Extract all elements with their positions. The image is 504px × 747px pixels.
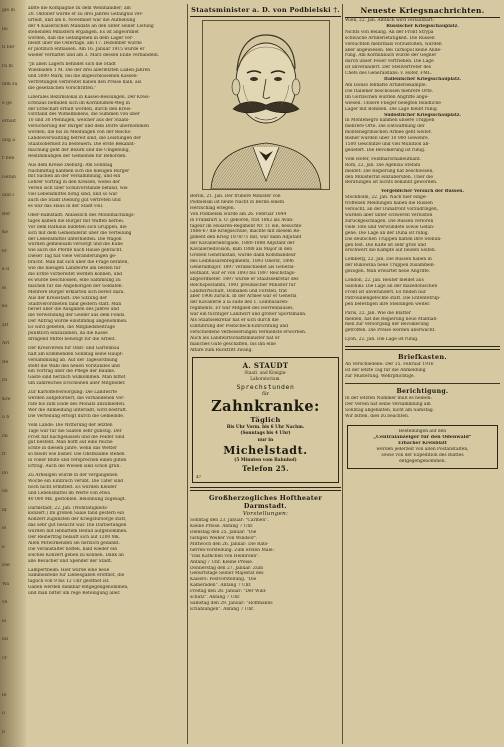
text-line: Dienstag den 25. Januar: "Die (190, 530, 257, 536)
dentist-advertisement (192, 357, 339, 483)
text-line: Aus dem Kreise Dieburg: Am Sonntag (28, 162, 113, 168)
text-line: ist unverändert. Der Stellvertreter des (345, 65, 432, 71)
text-line: Front ist unverändert. Es finden nur (345, 289, 426, 295)
war-news-heading: Neueste Kriegsnachrichten. (345, 6, 500, 18)
text-line: gezogen. Man erwartet neue Angriffe. (345, 269, 431, 275)
column-middle (190, 6, 341, 613)
text-line: wieder verhaftet und am 3. März dessen Ende verhandeln. (28, 53, 160, 59)
text-line: Paris, 22. Jan. Wie die Blätter (345, 310, 411, 316)
text-line: tageur im Husaren-Regiment Nr. 11 ein, besuchte (190, 223, 302, 229)
bestell-paper-name: „Centralanzeiger für den Odenwald“ (373, 435, 472, 441)
edge-text-fragment: fe (2, 692, 7, 698)
edge-text-fragment: Die (2, 563, 10, 568)
text-line: Landwirtschaft, Domänen und Forsten, trat (190, 288, 288, 294)
text-line: rung. Am Korminbach wurde der Gegner (345, 53, 437, 59)
text-line: Vom Höfer, Feldmarschalleutnant. (345, 156, 422, 162)
text-line: Sammelstelle für Liebesgaben eröffnet, die (28, 573, 125, 579)
text-line: die Verwendung der Gelder aus dem Fonds. (28, 313, 126, 319)
text-line: so bleibt wie bisher. Die Obstbäume stehen (28, 452, 125, 458)
text-line: getroffen. Die Preise werden überwacht. (345, 328, 436, 334)
text-line: solches Konzert geben zu können. Dank an (28, 552, 124, 558)
text-line: Generalmajor. 1897 verabschiedet als General- (190, 264, 295, 270)
text-line: Bisher wurden über 10 000 Gewehre, (345, 136, 429, 142)
text-line: Auch als Landwirtschaftsminister hat er (190, 335, 280, 341)
section-divider (190, 487, 341, 491)
text-line: Saloniki: Die Lage an der mazedonischen (345, 283, 438, 289)
text-line: troffenen Meldungen haben die Russen (345, 201, 433, 207)
text-line: Als Staatssekretär hat er sich durch die (190, 318, 279, 324)
text-line: Staatsoberkeit zu besteuern. Die erste Bekannt- (28, 141, 136, 147)
edge-text-fragment: Wa (2, 581, 10, 587)
text-line: Wiesbaden 1 M. Die der drei allerletzten Laden-Jahren (28, 68, 151, 74)
text-line: der 4 Kaiserlichen Mandate an den unter seiner Leitung (28, 23, 154, 29)
text-line: Allen Mitwirkenden sei herzlich gedankt. (28, 540, 120, 546)
text-line: Geburtstage Seiner Majestät des (190, 571, 264, 577)
text-line: Rom, 22. Jan. Die Agenzia Stefani (345, 162, 421, 168)
ad-number: 47 (196, 474, 202, 480)
text-line: mit Sachen an der Versammlung, und ein (28, 174, 121, 180)
text-line: 10 und 30 Pfennigen, welcher aus der Staats- (28, 118, 130, 124)
text-line: Die Italiener beschossen mehrere Orte. (345, 88, 434, 94)
text-line: Erbhaus befinden sich im Kornblumen-Weg in (28, 100, 130, 106)
text-line: viele Tote und Verwundete sowie Gefan- (345, 224, 435, 230)
text-line: es war das Haus in der Stadt voll. (28, 204, 104, 209)
text-line: Erzählungen". Anfang 7 Uhr. (190, 606, 255, 612)
text-line: machen für die Angehörigen der Soldaten. (28, 283, 124, 289)
text-line: Italienischer Kriegsschauplatz. (383, 77, 462, 83)
text-line: ist der letzte Tag für die Anmeldung (345, 368, 426, 374)
section-divider (345, 383, 500, 384)
text-line: wie auch die Pferde nach Hause gebracht. (28, 248, 123, 254)
text-line: vorstand des Wilhelminens, die Summen von über (28, 112, 140, 118)
text-line: manches Gute geschaffen, bis ihn eine (190, 341, 276, 347)
edge-text-fragment: Di (2, 378, 8, 383)
text-line: Gaben werden dankbar entgegengenommen, (28, 585, 129, 591)
text-line: in Frankfurt a. O. geboren, trat 1862 als Avan- (190, 217, 294, 223)
portrait-engraving (202, 20, 330, 190)
ad-hours: Bis Uhr Vorm. bis 6 Uhr Nachm. (226, 425, 305, 431)
text-line: An Verschiedene: Der 15. Februar 1916 (345, 362, 434, 368)
text-line: noch nicht ermittelt. Es wurden Kleider (28, 484, 117, 490)
text-line: Frost hat nachgelassen und die Felder sind (28, 434, 125, 440)
text-line: geliefert. Die Bevölkerung ist ruhig. (345, 147, 426, 153)
edge-text-fragment: u (2, 711, 5, 716)
edge-text-fragment: Gefan (2, 174, 16, 180)
text-line: Darmstadt, 22. Jan. (Wohltätigkeits- (28, 505, 109, 511)
text-line: mehrere Orte. Die Entwaffnung der (345, 124, 425, 130)
column-rule (187, 4, 188, 744)
edge-text-fragment: er (2, 248, 7, 254)
text-line: sich mit dem Gemeinderat über die Verteilung (28, 230, 132, 236)
edge-text-fragment: Ber (2, 211, 11, 217)
text-line: lustigen Weiber von Windsor". (190, 536, 258, 541)
text-line: Der Antrag wurde einstimmig angenommen. (28, 319, 128, 325)
edge-text-fragment: e d (2, 267, 10, 272)
text-line: viel Lebensmittel nötig sind, und so war (28, 192, 118, 198)
briefkasten-heading: Briefkasten. (397, 353, 448, 362)
bestell-line: Bestellungen auf den (398, 429, 447, 435)
text-line: und man bittet um rege Beteiligung aller. (28, 591, 121, 597)
ad-sprechstunden: Sprechstunden (236, 383, 295, 392)
edge-text-fragment: kö (2, 304, 8, 309)
text-line: wurden mit lebhaftem Beifall aufgenommen. (28, 529, 128, 535)
text-line: aber 1906 zurück. In der Armee war er General (190, 294, 297, 300)
edge-text-fragment: lei (2, 26, 8, 32)
text-line: Tage war für die Saaten sehr günstig. Der (28, 428, 122, 434)
text-line: Zu Arheilgen wurde in der vergangenen (28, 472, 118, 478)
text-line: Vertretungen verbreitet haben den Preise halb, als (28, 79, 142, 85)
berichtigung-heading: Berichtigung. (396, 387, 449, 395)
text-line: steht die Wahl des neuen Vorstandes und (28, 363, 120, 369)
text-line: bleibt über die Ostertage, am 17. Dezember wurde (28, 41, 142, 47)
text-line: versuchten mehrmals vorzustoßen, wurden (345, 41, 442, 47)
edge-text-fragment: nf (2, 507, 7, 513)
text-line: war ein tüchtiger Landwirt und großer Sportsmann. (190, 312, 307, 318)
text-line: worden, die bis zu Meldungen von der Reichs- (28, 130, 132, 136)
text-line: zur Musterung. Wehrpflichtige. (345, 373, 416, 379)
text-line: Vom Lande: Die Witterung der letzten (28, 422, 113, 428)
ad-telefon: Telefon 25. (242, 464, 289, 474)
edge-text-fragment: Art (2, 341, 10, 346)
bestell-line: sowie von der Expedition des Blattes (381, 453, 464, 459)
edge-text-fragment: aft (2, 322, 9, 328)
text-line: Großen Generalstab, wurde dann Kommandeur (190, 253, 296, 259)
text-line: und 5000 Mark, bei die abgeschlossenen Kassen- (28, 73, 139, 79)
text-line: Freitag den 28. Januar: "Der Wild- (190, 589, 267, 595)
text-line: verschiedene Verbesserungen Verdienste erworben. (190, 329, 307, 335)
text-line: Lemberg, 22. Jan. Die Russen haben in (345, 257, 432, 263)
ad-dentist-sub2: Laboratorium. (250, 376, 281, 382)
text-line: beriet über die Ausgaben des Jahres und (28, 307, 119, 313)
text-line: worden, daß die Gefangenen in dem Lager ver- (28, 35, 134, 41)
adjacent-page-edge (0, 0, 26, 747)
text-line: In der letzten Nummer muß es heißen: (345, 395, 432, 401)
text-line: Die Verteilung erfolgt durch die Gemeinde. (28, 413, 125, 419)
text-line: Ernte in diesem Jahre, wenn das Wetter (28, 446, 117, 452)
edge-text-fragment: e ge (2, 100, 12, 106)
edge-text-fragment: ft (2, 452, 6, 457)
text-line: der Erbschaft erfüllt worden, durch den Kreis- (28, 106, 132, 112)
text-line: 1866-67 die Kriegsschule, machte mit diesem Re- (190, 229, 301, 235)
text-line: "Jn allen Lagern befindet sich die Stadt (28, 62, 116, 68)
text-line: Lehrer Vortrag in den Kreisen, wobei der (28, 180, 120, 186)
edge-text-fragment: b (2, 729, 5, 735)
text-line: konzert.) Im großen Saale fand gestern ein (28, 511, 125, 517)
text-line: täglich von 9 bis 12 Uhr geöffnet ist. (28, 579, 110, 585)
ad-nur-in: nur in (257, 438, 274, 444)
text-line: um zahlreiches Erscheinen aller Mitglieder. (28, 381, 126, 387)
text-line: Kleine Preise. Anfang 7 Uhr. (190, 524, 254, 530)
text-line: Wir bitten, dies zu beachten. (345, 413, 410, 419)
bestell-line: entgegengenommen. (399, 459, 446, 464)
text-line: Stockholm, 22. Jan. Nach hier einge- (345, 195, 427, 201)
text-line: bracht. Man hat sich über die Frage beraten, (28, 260, 129, 266)
text-line: In Montenegro nahmen unsere Truppen (345, 118, 435, 124)
text-line: Mittwoch den 26. Januar: Die Rats- (190, 541, 269, 547)
text-line: Stadtverordneten fand gestern statt. Man (28, 301, 122, 307)
text-line: Beratungen ist nichts bekannt geworden. (345, 180, 438, 186)
text-line: gene. Die Lage an der Düna ist ruhig. (345, 230, 429, 236)
text-line: wurden gemeinsam versorgt und die Kühe (28, 242, 123, 248)
text-line: Lampertheim: Hier wurde eine neue (28, 567, 110, 573)
text-line: Anfang 7 Uhr. Kleine Preise. (190, 559, 254, 565)
text-line: Herzschlag erlegen. (190, 205, 235, 211)
text-line: versammlung ab. Auf der Tagesordnung (28, 357, 118, 363)
text-line: der Kavallerie à la suite des 1. Leibhusaren- (190, 300, 289, 306)
text-line: ein Vortrag über die Pflege der Bäume. (28, 369, 116, 375)
text-line: in voller Blüte und versprechen einen guten (28, 458, 127, 464)
text-line: pünktlich einzuzahlen, da die Kasse (28, 331, 108, 337)
text-line: Am Isonzo lebhafte Artilleriekämpfe. (345, 82, 428, 88)
ad-fuer: für (262, 392, 269, 398)
obituary-heading: Staatsminister a. D. von Podbielski †. (190, 6, 341, 17)
text-line: alle Besucher und Spender der Stadt. (28, 558, 112, 564)
text-line: Gäste sind herzlich willkommen. Man bittet (28, 375, 126, 381)
text-line: Der Kreisverein für Obst- und Gartenbau (28, 345, 120, 351)
text-line: schütz". Anfang 7 Uhr. (190, 595, 241, 601)
text-line: Liberales Bezirkslokal in Kassel-Bessungen. Der Kreis- (28, 94, 151, 100)
text-line: und Lebensmittel im Werte von etwa (28, 490, 111, 496)
text-line: des Leibhusarenregiments, 1893 Oberst, 1896 (190, 258, 294, 264)
edge-text-fragment: Kre (2, 396, 11, 402)
edge-text-fragment: ie (2, 526, 7, 531)
text-line: Donnerstag den 27. Januar: Zum (190, 565, 264, 571)
text-line: zurückgeschlagen. Die Russen verloren (345, 218, 434, 224)
edge-text-fragment: gie in (2, 8, 16, 13)
text-line: Russischer Kriegsschauplatz. (386, 23, 459, 29)
text-line: regiments. Er war Mitglied des Herrenhauses, (190, 306, 294, 312)
text-line: herren-Vorstellung. Zum ersten Male: (190, 547, 274, 553)
text-line: räte bis zum Ende des Monats anzumelden. (28, 402, 126, 407)
text-line: wurden aber unter schweren Verlusten (345, 213, 433, 218)
text-line: Chefs des Generalstabs: v. Höfer, FML. (345, 71, 433, 77)
text-line: Aus der Kreisstadt: Die Sitzung der (28, 295, 108, 301)
text-line: den Ministerrat einzuberufen. Über die (345, 174, 433, 180)
text-line: Kameraden". Anfang 7 Uhr. (190, 583, 252, 589)
text-line: dringend Mittel benötigt für die Arbeit. (28, 336, 116, 342)
text-line: Es wird gebeten, die Mitgliedsbeiträge (28, 325, 115, 331)
text-line: Konzert zugunsten der Kriegsfürsorge statt, (28, 517, 127, 523)
text-line: montenegrinischen Armee geht weiter. (345, 130, 432, 136)
text-line: Mehrere Bürger erklärten sich bereit dazu. (28, 289, 125, 295)
text-line: tages kamen die Bürger mit Waffen herbei. (28, 218, 125, 224)
section-divider (345, 346, 500, 350)
text-line: Sonntag den 23. Januar: "Carmen". (190, 518, 269, 524)
text-line: stehenden Ministern ergangen. Es ist angeordnet (28, 29, 139, 35)
edge-text-fragment: ti ber (2, 45, 15, 50)
text-line: urteilt, und am 6. November war die Aufhebung (28, 17, 136, 23)
text-line: die gesetzlichen Vorschriften." (28, 85, 97, 91)
text-line: Nachmittag nahmen sich die hiesigen Bürger (28, 168, 130, 174)
edge-text-fragment: ei (2, 285, 7, 291)
text-line: er plötzlich entlassen. Am 16. Januar 1915 wurde er (28, 47, 145, 53)
text-line: auch die Stadt Dieburg gut vertreten und (28, 198, 121, 204)
ad-taeglich: Täglich (250, 416, 281, 425)
column-left (28, 6, 186, 597)
bestell-kreisblatt: Erbacher Kreisblatt (398, 441, 447, 447)
text-line: werden aufgefordert, die vorhandenen Vor- (28, 396, 125, 402)
text-line: aber abgewiesen. Bei Tarnopol keine Ände- (345, 47, 442, 53)
edge-text-fragment: nd (2, 637, 8, 642)
text-line: Zur Kartoffelversorgung: Die Landwirte (28, 390, 117, 396)
text-line: Woche ein Einbruch verübt. Die Täter sind (28, 478, 124, 484)
text-line: pen befestigen ihre Stellungen weiter. (345, 301, 431, 307)
text-line: das sehr gut besucht war. Die Darbietungen (28, 523, 127, 529)
text-line: wie die hiesigen Landwirte am besten für (28, 266, 121, 272)
text-line: der Lebensmittel unterhielten. Die Wagen (28, 236, 122, 242)
text-line: die Ernte vorbereitet werden können, und (28, 271, 123, 277)
text-line: Der Verein hat seine Versammlung am (345, 401, 431, 407)
ad-zahnkranke: Zahnkranke: (211, 398, 320, 416)
text-line: 40 000 Mk. gestohlen. Belohnung zugesagt. (28, 496, 127, 502)
text-line: "Das Käthchen von Heilbronn". (190, 553, 260, 559)
ad-hours-sunday: (Sonntags bis 4 Uhr) (240, 431, 291, 437)
text-line: Ertrag. Auch die Wiesen sind schön grün. (28, 464, 121, 470)
text-line: Lyon, 22. Jan. Die Lage ist ruhig. (345, 337, 419, 343)
text-line: Sonntag abgehalten, nicht am Samstag. (345, 407, 435, 413)
text-line: London, 22. Jan. Reuter meldet aus (345, 278, 424, 284)
edge-text-fragment: rn m (2, 63, 13, 69)
theater-subheading: Vorstellungen: (242, 511, 289, 518)
text-line: Wer die Anmeldung unterläßt, wird bestraft. (28, 407, 128, 413)
edge-text-fragment: mm zu (2, 82, 18, 87)
text-line: Samstag den 29. Januar: "Hoffmanns (190, 600, 273, 606)
text-line: Landesverwaltung befreit sind, die Leistungen der (28, 136, 141, 142)
text-line: versicherung der Bürger und dem Dorfe übernommen (28, 124, 149, 130)
text-line: Verein sich über Schulvorstände befand, wie (28, 186, 128, 192)
text-line: hält am kommenden Sonntag seine Haupt- (28, 351, 124, 357)
edge-text-fragment: cr (2, 655, 7, 661)
text-line: es wurde beschlossen, eine Sammlung zu (28, 277, 121, 283)
text-line: Nichts von Belang. An der Front Strypa (345, 29, 434, 35)
portrait-image (203, 21, 329, 189)
text-line: leutnant, war er von 1893 bis 1897 Reichstags- (190, 270, 296, 276)
edge-text-fragment: Ke (2, 230, 9, 235)
text-line: Im Görzischen wurden Angriffe abge- (345, 94, 429, 100)
text-line: gut bestellt. Man hofft auf eine reiche (28, 440, 113, 446)
ad-dentist-name: A. STAUDT (242, 361, 289, 371)
text-line: Einführung der Postscheck-Einrichtung und (190, 323, 289, 329)
subscription-notice (347, 425, 498, 468)
text-line: Berlin, 21. Jan. Der frühere Minister von (190, 194, 281, 199)
column-right (345, 6, 500, 473)
text-line: 1500 Geschütze und viel Munition ab- (345, 142, 430, 148)
edge-text-fragment: on (2, 489, 8, 494)
edge-text-fragment: und l (2, 193, 14, 198)
text-line: men zur Versorgung der Bevölkerung (345, 322, 429, 328)
text-line: Wien, 22. Jan. Amtlich wird verlautbart: (345, 18, 435, 23)
text-line: Affäre zum Rücktritt zwang. (190, 347, 253, 353)
text-line: Vergeblicher Versuch der Russen. (380, 189, 465, 195)
text-line: Reichspostamts, 1901 preußischer Minister für (190, 282, 296, 288)
edge-text-fragment: ung a (2, 137, 16, 143)
edge-text-fragment: ei (2, 618, 7, 624)
text-line: machung geht der Bezirk und die Umgebung, (28, 147, 130, 153)
text-line: Kavalleriedivision, kam 1888 als Major in den (190, 247, 293, 253)
text-line: Vor dem Rathaus bildeten sich Gruppen, die (28, 224, 127, 230)
text-line: Die Veranstalter hoffen, bald wieder ein (28, 546, 118, 552)
text-line: der Kavalleriebrigade, 1880-1888 Adjutant der (190, 241, 295, 247)
text-line: Von Podbielski wurde am 26. Februar 1844 (190, 211, 287, 217)
text-line: schwache Artillerietätigkeit. Die Russen (345, 35, 435, 41)
ad-dentist-sub1: Staatl. und Königin- (244, 370, 287, 376)
text-line: wiesen. Unsere Flieger belegten feindliche (345, 100, 441, 106)
text-line: Podbielski ist heute Nacht in Berlin einem (190, 199, 285, 205)
edge-text-fragment: e (2, 544, 5, 550)
text-line: durch unser Feuer vertrieben. Die Lage (345, 59, 434, 65)
text-line: Die deutschen Truppen halten ihre Stellun- (345, 236, 442, 242)
text-line: Kaisers: Festvorstellung. "Die (190, 577, 257, 583)
edge-text-fragment: ifo (2, 470, 8, 476)
text-line: der Bukowina neue Truppen zusammen- (345, 263, 436, 269)
text-line: Dieser Tag hat viele Veränderungen ge- (28, 254, 117, 260)
edge-text-fragment: on (2, 433, 8, 439)
text-line: versucht, an der Dünafront vorzudringen, (345, 207, 439, 213)
text-line: Bestimmungen der Gemeinde für Behörden. (28, 153, 127, 159)
text-line: melden, hat die Regierung neue Maßnah- (345, 316, 438, 322)
text-line: meldet: Die Regierung hat beschlossen, (345, 168, 434, 174)
edge-text-fragment: Re (2, 359, 9, 365)
bestell-line: werden jederzeit von allen Postanstalten, (376, 447, 469, 453)
text-line: erschwert die Kämpfe auf beiden Seiten. (345, 248, 437, 254)
text-line: Der Reinertrag beläuft sich auf 1200 Mk. (28, 535, 121, 541)
text-line: Südöstlicher Kriegsschauplatz. (384, 112, 461, 118)
column-rule (342, 4, 343, 744)
theater-heading: Großherzogliches Hoftheater Darmstadt. (208, 494, 322, 511)
edge-text-fragment: r ben (2, 156, 15, 161)
text-line: abgeordneter. 1897 wurde er Staatssekretär des (190, 276, 299, 282)
edge-text-fragment: erhalt (2, 119, 16, 124)
text-line: Lager mit Bomben. Die Lage bleibt ruhig. (345, 106, 439, 112)
text-line: giment den Krieg 1870/71 mit, war dann Adjutant (190, 235, 302, 241)
text-line: gen fest. Die Kälte ist sehr groß und (345, 242, 426, 248)
edge-text-fragment: ve (2, 600, 8, 605)
ad-bahnhof: (5 Minuten vom Bahnhof) (234, 458, 297, 464)
ad-michelstadt: Michelstadt. (223, 444, 308, 458)
text-line: 20. Oktober wurde er zu drei Jahren Gefängnis ver- (28, 11, 144, 17)
edge-text-fragment: u h (2, 415, 10, 420)
text-line: Patrouillengefechte statt. Die Ententetrup- (345, 295, 441, 301)
text-line: abfte die Kompagnie zu dem Weinhändler; am (28, 6, 131, 11)
text-line: Ober-Ramstadt: Anlässlich des Mobilmachungs- (28, 212, 135, 218)
